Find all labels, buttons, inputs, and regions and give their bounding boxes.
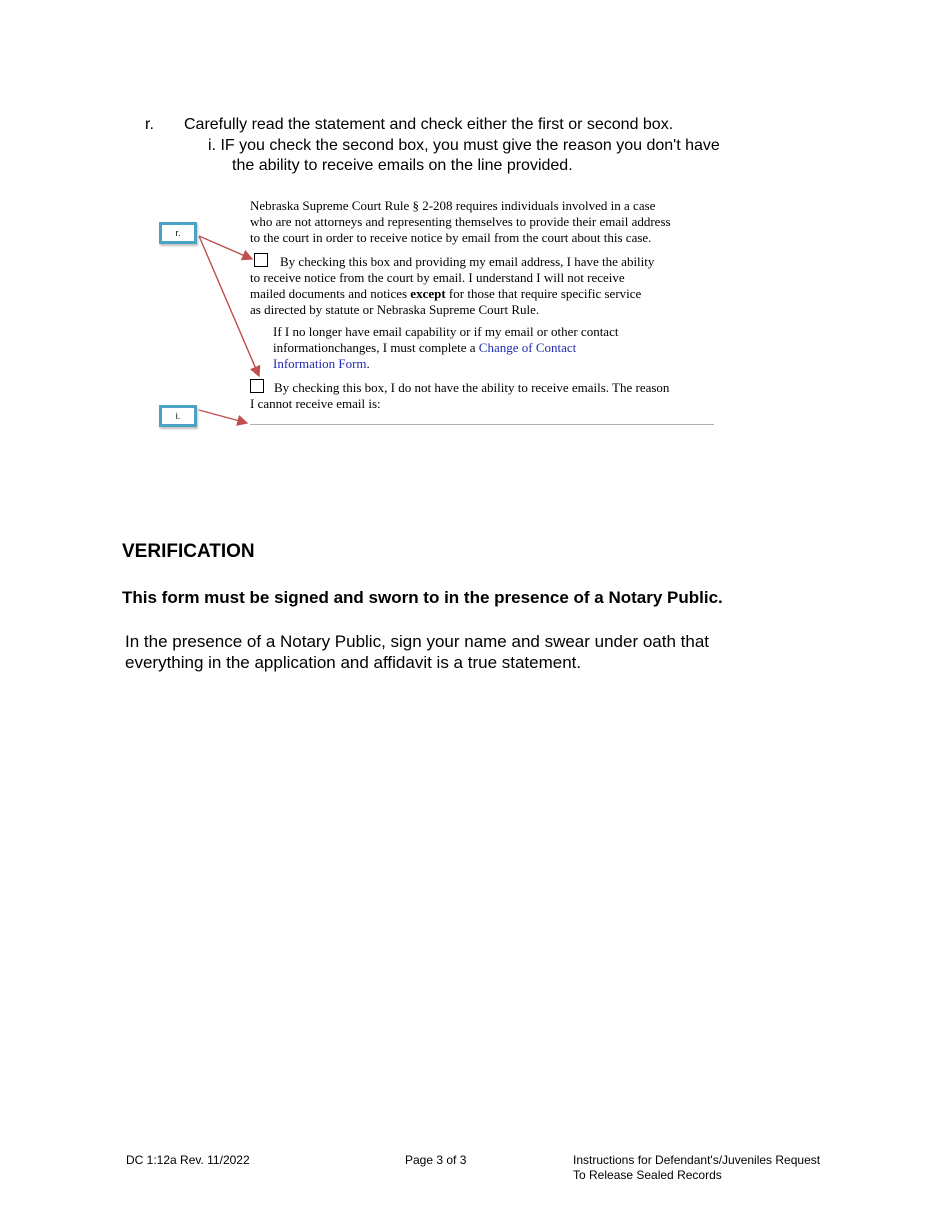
arrow-i-to-reason-line (199, 410, 247, 423)
arrow-r-to-second-box (199, 236, 259, 376)
footer-form-number: DC 1:12a Rev. 11/2022 (126, 1153, 250, 1167)
option2-line-2: I cannot receive email is: (250, 396, 381, 411)
option1-line-2: to receive notice from the court by email. I understand I will not receive (250, 270, 625, 285)
item-r-text: Carefully read the statement and check either the first or second box. (184, 116, 674, 133)
footer-page-number: Page 3 of 3 (405, 1153, 467, 1167)
option1-line-1: By checking this box and providing my email address, I have the ability (280, 254, 655, 269)
notary-notice: This form must be signed and sworn to in the presence of a Notary Public. (122, 588, 723, 607)
verification-line-1: In the presence of a Notary Public, sign your name and swear under oath that (125, 632, 710, 651)
information-form-link[interactable]: Information Form (273, 356, 367, 371)
callout-arrows (0, 0, 950, 440)
contact-line-3: Information Form. (273, 356, 370, 371)
option2-line-1: By checking this box, I do not have the ability to receive emails. The reason (274, 380, 670, 395)
option1-line-3: mailed documents and notices except for those that require specific service (250, 286, 642, 301)
callout-i: i. (159, 405, 197, 427)
change-of-contact-link[interactable]: Change of Contact (478, 340, 577, 355)
footer-title-line-2: To Release Sealed Records (573, 1168, 722, 1182)
item-i-line2: the ability to receive emails on the line provided. (232, 157, 573, 174)
verification-line-2: everything in the application and affidavit is a true statement. (125, 653, 582, 672)
callout-r: r. (159, 222, 197, 244)
form-snippet-image (0, 0, 950, 440)
contact-line-1: If I no longer have email capability or if my email or other contact (273, 324, 619, 339)
item-i-line1: i. IF you check the second box, you must give the reason you don't have (208, 137, 720, 154)
footer-title-line-1: Instructions for Defendant's/Juveniles Request (573, 1153, 821, 1167)
contact-line-2: informationchanges, I must complete a Change of Contact (273, 340, 577, 355)
rule-line-2: who are not attorneys and representing themselves to provide their email address (250, 214, 671, 229)
item-r-marker: r. (145, 116, 154, 133)
option1-line-4: as directed by statute or Nebraska Supreme Court Rule. (250, 302, 540, 317)
rule-line-3: to the court in order to receive notice by email from the court about this case. (250, 230, 652, 245)
rule-line-1: Nebraska Supreme Court Rule § 2-208 requires individuals involved in a case (250, 198, 656, 213)
verification-heading: VERIFICATION (122, 541, 255, 562)
